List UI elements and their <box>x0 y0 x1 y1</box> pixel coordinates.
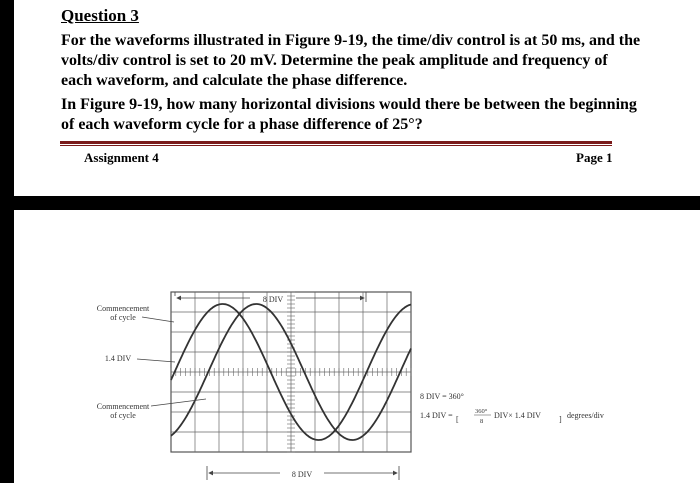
question-paragraph-1: For the waveforms illustrated in Figure 9-19, the time/div control is at 50 ms, and the volts/div control is set to 20 mV. Determine the peak amplitude and frequency of each waveform, and calculate the phase difference. <box>61 32 641 89</box>
document-page-bottom <box>14 210 700 483</box>
bottom-span-label: 8 DIV <box>291 470 313 479</box>
equation-2-bracket-close: ] <box>559 415 562 424</box>
equation-2-mid: DIV× 1.4 DIV <box>494 411 541 420</box>
bottom-span-arrow <box>207 466 399 480</box>
offset-label: 1.4 DIV <box>104 354 132 363</box>
figure-9-19 <box>14 210 700 483</box>
top-span-arrow <box>175 292 366 304</box>
equation-2-unit: degrees/div <box>567 411 604 420</box>
commencement-top-line1: Commencement <box>96 304 150 313</box>
scope-grid <box>171 292 411 452</box>
question-paragraph-2: In Figure 9-19, how many horizontal divisions would there be between the beginning of each waveform cycle for a phase difference of 25°? <box>61 96 637 133</box>
offset-label-group <box>105 354 175 363</box>
commencement-bottom-line2: of cycle <box>110 411 136 420</box>
commencement-top-label <box>97 304 174 322</box>
equation-2-numerator: 360° <box>475 408 488 415</box>
top-span-label: 8 DIV <box>262 295 284 304</box>
question-title: Question 3 <box>61 6 139 25</box>
footer-rule-thin <box>60 145 612 146</box>
equation-1: 8 DIV = 360° <box>420 392 464 401</box>
footer-page-number: Page 1 <box>576 150 613 165</box>
equation-2-bracket-open: [ <box>456 415 459 424</box>
footer-assignment-label: Assignment 4 <box>84 150 159 165</box>
document-page-top <box>14 0 700 196</box>
footer-rule-thick <box>60 141 612 144</box>
phase-equations <box>420 392 604 425</box>
equation-2-denominator: 8 <box>480 418 484 425</box>
commencement-bottom-line1: Commencement <box>96 402 150 411</box>
equation-2-lhs: 1.4 DIV = <box>420 411 453 420</box>
commencement-top-line2: of cycle <box>110 313 136 322</box>
